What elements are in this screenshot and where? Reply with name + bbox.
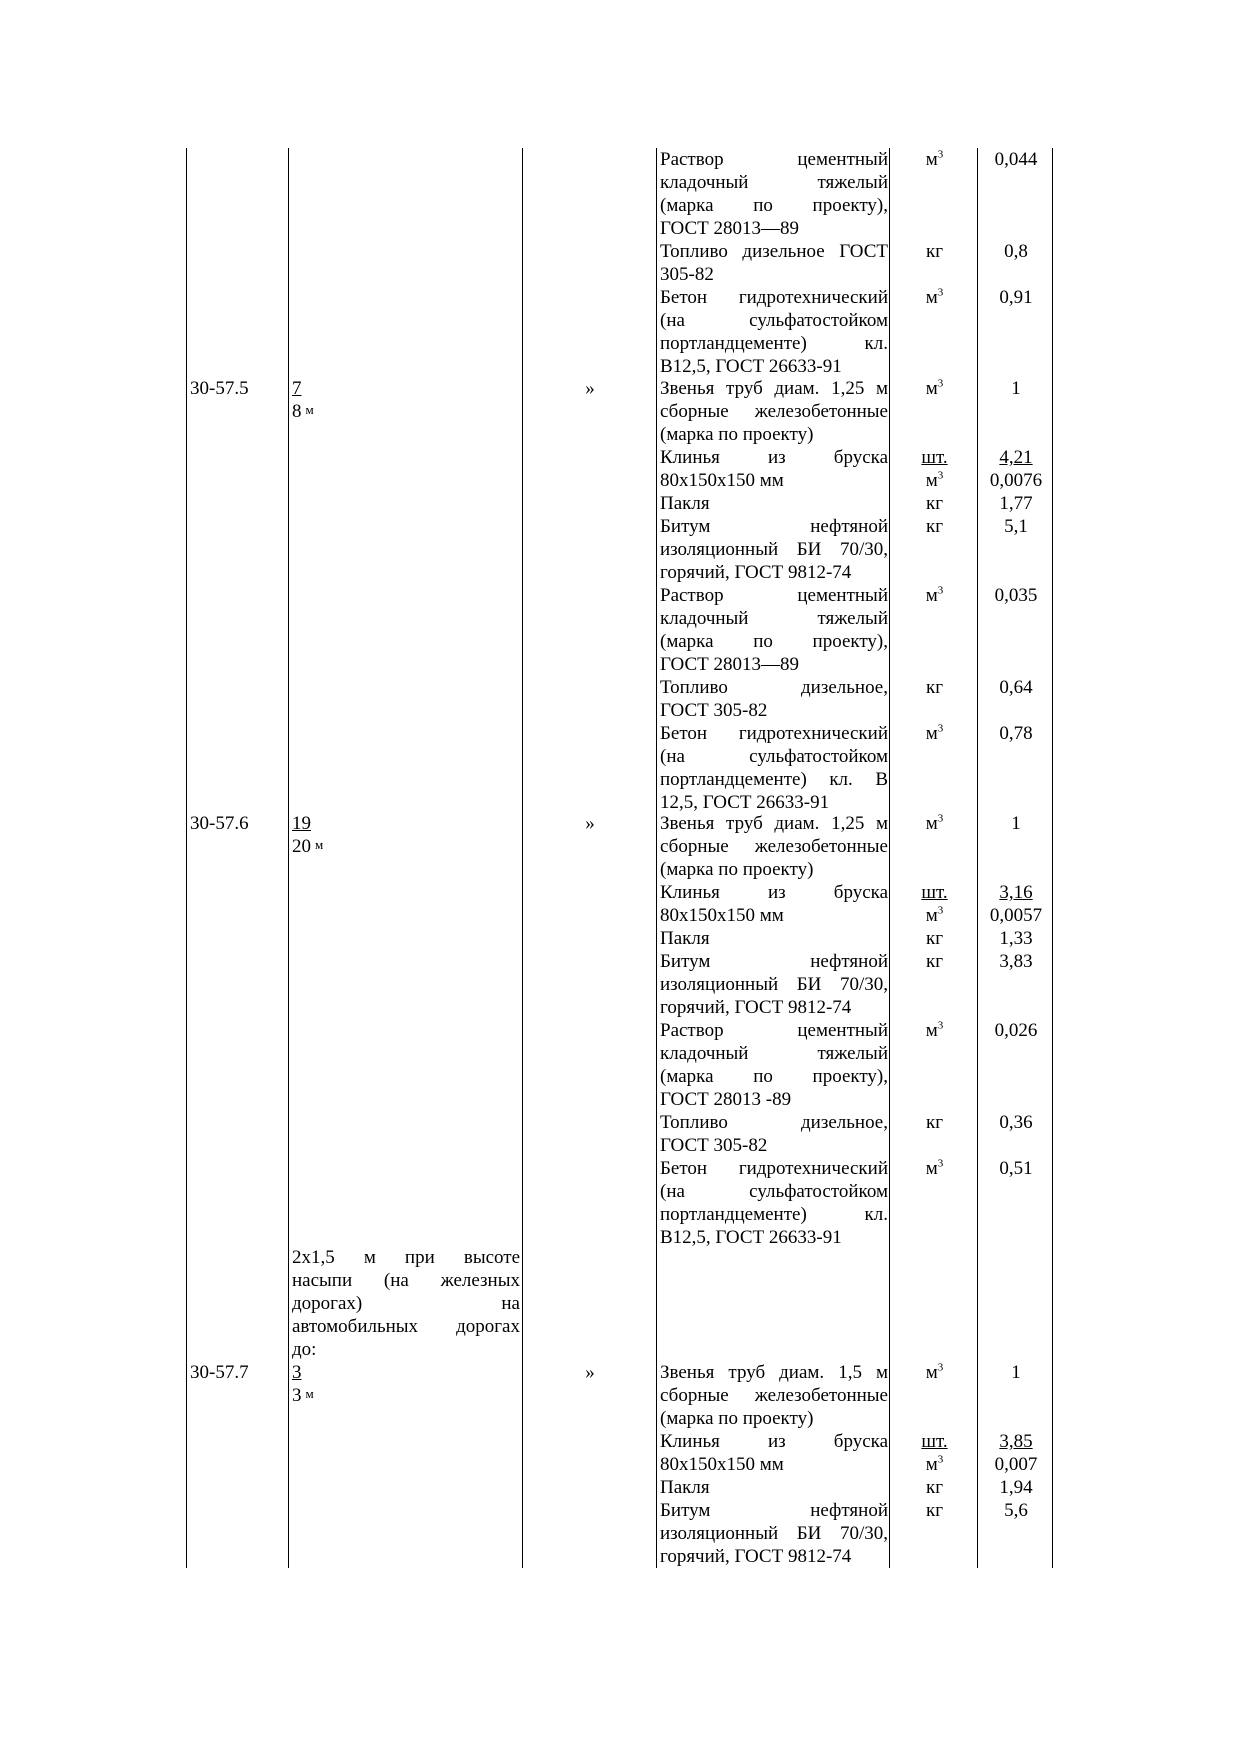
size-30-57-6 <box>292 812 520 858</box>
material-name-line: Топливо дизельное, <box>660 1112 888 1133</box>
material-name-line: изоляционный БИ 70/30, <box>660 539 888 560</box>
material-name <box>660 1111 888 1157</box>
material-name <box>660 446 888 492</box>
quantity-value: 0,91 <box>999 287 1033 308</box>
material-quantity <box>980 722 1052 745</box>
material-name-line: В12,5, ГОСТ 26633-91 <box>660 1227 842 1248</box>
material-unit <box>892 676 977 699</box>
unit-label: $м^3$ <box>925 1157 944 1179</box>
material-quantity <box>980 240 1052 263</box>
size-denominator: 8 <box>292 401 302 422</box>
material-name-line: портландцементе) кл. В <box>660 769 888 790</box>
material-unit <box>892 1111 977 1134</box>
material-name-line: кладочный тяжелый <box>660 172 888 193</box>
material-name-line: изоляционный БИ 70/30, <box>660 1523 888 1544</box>
material-quantity <box>980 1476 1052 1499</box>
material-name-line: кладочный тяжелый <box>660 1043 888 1064</box>
material-unit <box>892 812 977 835</box>
material-name-line: (марка по проекту), <box>660 631 888 652</box>
material-name <box>660 240 888 286</box>
material-name-line: (на сульфатостойком <box>660 1181 888 1202</box>
material-name-line: 80х150х150 мм <box>660 1454 784 1475</box>
quantity-value: 0,36 <box>999 1112 1033 1133</box>
material-name-line: Звенья труб диам. 1,25 м <box>660 813 888 834</box>
unit-label: $м^3$ <box>925 1361 944 1383</box>
material-unit <box>892 1476 977 1499</box>
material-quantity <box>980 1111 1052 1134</box>
material-name <box>660 1499 888 1568</box>
material-name-line: 305-82 <box>660 264 714 285</box>
material-name <box>660 812 888 881</box>
material-name <box>660 927 888 950</box>
material-unit <box>892 1019 977 1042</box>
material-name-line: горячий, ГОСТ 9812-74 <box>660 997 852 1018</box>
material-name-line: Раствор цементный <box>660 585 888 606</box>
unit-label: $м^3$ <box>925 722 944 744</box>
material-name-line: кладочный тяжелый <box>660 608 888 629</box>
material-name-line: Раствор цементный <box>660 149 888 170</box>
quantity-value: 0,035 <box>994 585 1038 606</box>
material-name <box>660 950 888 1019</box>
material-name-line: (марка по проекту), <box>660 1066 888 1087</box>
material-quantity <box>980 286 1052 309</box>
material-name <box>660 1361 888 1430</box>
material-name <box>660 722 888 814</box>
unit-label: кг <box>925 928 944 949</box>
material-name <box>660 881 888 927</box>
material-name-line: ГОСТ 305-82 <box>660 1135 768 1156</box>
material-quantity <box>980 446 1052 492</box>
quantity-value: 5,6 <box>1004 1500 1028 1521</box>
material-quantity <box>980 1361 1052 1384</box>
unit-label: $м^3$ <box>925 904 944 926</box>
size-unit: м <box>305 402 314 417</box>
material-name-line: ГОСТ 28013—89 <box>660 218 799 239</box>
material-unit <box>892 515 977 538</box>
material-unit <box>892 1157 977 1180</box>
material-quantity <box>980 492 1052 515</box>
material-unit <box>892 927 977 950</box>
ditto-mark: » <box>585 1362 595 1383</box>
quantity-value: 0,026 <box>994 1020 1038 1041</box>
code-30-57-5: 30-57.5 <box>190 378 249 399</box>
material-name-line: ГОСТ 28013 -89 <box>660 1089 792 1110</box>
material-name-line: портландцементе) кл. <box>660 1204 888 1225</box>
unit-label: $м^3$ <box>925 148 944 170</box>
section-note <box>292 1246 520 1361</box>
quantity-value: 0,044 <box>994 149 1038 170</box>
material-quantity <box>980 515 1052 538</box>
material-name <box>660 377 888 446</box>
size-30-57-5 <box>292 377 520 423</box>
material-quantity <box>980 584 1052 607</box>
quantity-value: 0,8 <box>1004 241 1028 262</box>
table-divider-1 <box>288 148 289 1568</box>
material-name-line: 80х150х150 мм <box>660 470 784 491</box>
material-unit <box>892 492 977 515</box>
section-note-line: насыпи (на железных <box>292 1270 520 1291</box>
material-name-line: (марка по проекту) <box>660 1408 814 1429</box>
size-unit: м <box>315 837 324 852</box>
quantity-value: 0,0057 <box>989 905 1043 926</box>
material-name-line: Битум нефтяной <box>660 1500 888 1521</box>
table-divider-5 <box>977 148 978 1568</box>
size-numerator: 19 <box>292 813 311 834</box>
material-name-line: Битум нефтяной <box>660 951 888 972</box>
material-name <box>660 286 888 378</box>
size-numerator: 3 <box>292 1362 302 1383</box>
material-name-line: изоляционный БИ 70/30, <box>660 974 888 995</box>
material-quantity <box>980 927 1052 950</box>
material-name <box>660 492 888 515</box>
quantity-top: 3,85 <box>999 1431 1033 1452</box>
material-name-line: горячий, ГОСТ 9812-74 <box>660 1546 852 1567</box>
material-name-line: Топливо дизельное, <box>660 677 888 698</box>
unit-label: $м^3$ <box>925 469 944 491</box>
unit-top: шт. <box>921 447 948 468</box>
material-name-line: 80х150х150 мм <box>660 905 784 926</box>
material-unit <box>892 240 977 263</box>
material-name-line: горячий, ГОСТ 9812-74 <box>660 562 852 583</box>
unit-label: кг <box>925 1477 944 1498</box>
table-divider-3 <box>656 148 657 1568</box>
material-name <box>660 584 888 676</box>
material-unit <box>892 286 977 309</box>
material-name-line: сборные железобетонные <box>660 1385 888 1406</box>
unit-label: кг <box>925 241 944 262</box>
material-name-line: Клинья из бруска <box>660 882 888 903</box>
quantity-value: 0,51 <box>999 1158 1033 1179</box>
unit-label: кг <box>925 493 944 514</box>
unit-label: $м^3$ <box>925 377 944 399</box>
material-quantity <box>980 148 1052 171</box>
unit-top: шт. <box>921 1431 948 1452</box>
material-name-line: сборные железобетонные <box>660 836 888 857</box>
section-note-line: дорогах) на <box>292 1293 520 1314</box>
material-unit <box>892 1430 977 1476</box>
material-unit <box>892 584 977 607</box>
material-name-line: Топливо дизельное ГОСТ <box>660 241 888 262</box>
material-name-line: Клинья из бруска <box>660 1431 888 1452</box>
unit-label: $м^3$ <box>925 1019 944 1041</box>
material-name-line: Бетон гидротехнический <box>660 287 888 308</box>
material-name <box>660 148 888 240</box>
material-name-line: В12,5, ГОСТ 26633-91 <box>660 356 842 377</box>
material-name-line: Звенья труб диам. 1,25 м <box>660 378 888 399</box>
material-quantity <box>980 1430 1052 1476</box>
material-name-line: Раствор цементный <box>660 1020 888 1041</box>
ditto-mark: » <box>585 378 595 399</box>
material-name-line: (марка по проекту) <box>660 859 814 880</box>
quantity-value: 3,83 <box>999 951 1033 972</box>
material-quantity <box>980 377 1052 400</box>
table-divider-2 <box>522 148 523 1568</box>
material-quantity <box>980 950 1052 973</box>
material-name <box>660 1019 888 1111</box>
unit-label: $м^3$ <box>925 584 944 606</box>
material-name-line: Пакля <box>660 1477 710 1498</box>
material-name <box>660 676 888 722</box>
quantity-value: 0,64 <box>999 677 1033 698</box>
material-quantity <box>980 881 1052 927</box>
section-note-line: автомобильных дорогах <box>292 1316 520 1337</box>
quantity-value: 1,94 <box>999 1477 1033 1498</box>
material-name-line: ГОСТ 305-82 <box>660 700 768 721</box>
material-unit <box>892 881 977 927</box>
material-name-line: портландцементе) кл. <box>660 333 888 354</box>
material-quantity <box>980 1019 1052 1042</box>
material-name-line: ГОСТ 28013—89 <box>660 654 799 675</box>
quantity-value: 1 <box>1011 1362 1021 1383</box>
material-name-line: (марка по проекту), <box>660 195 888 216</box>
material-unit <box>892 446 977 492</box>
code-30-57-6: 30-57.6 <box>190 813 249 834</box>
size-denominator: 20 <box>292 836 311 857</box>
material-name-line: Битум нефтяной <box>660 516 888 537</box>
section-note-line: до: <box>292 1339 317 1360</box>
material-name-line: Звенья труб диам. 1,5 м <box>660 1362 888 1383</box>
quantity-top: 3,16 <box>999 882 1033 903</box>
table-border-right <box>1052 148 1053 1568</box>
quantity-value: 0,007 <box>994 1454 1038 1475</box>
quantity-value: 1 <box>1011 378 1021 399</box>
material-quantity <box>980 1157 1052 1180</box>
material-unit <box>892 1361 977 1384</box>
material-quantity <box>980 812 1052 835</box>
quantity-value: 5,1 <box>1004 516 1028 537</box>
material-unit <box>892 148 977 171</box>
quantity-value: 0,0076 <box>989 470 1043 491</box>
size-30-57-7 <box>292 1361 520 1407</box>
unit-label: кг <box>925 1112 944 1133</box>
unit-label: $м^3$ <box>925 286 944 308</box>
quantity-value: 1 <box>1011 813 1021 834</box>
material-name-line: 12,5, ГОСТ 26633-91 <box>660 792 830 813</box>
material-name <box>660 1430 888 1476</box>
material-quantity <box>980 676 1052 699</box>
unit-label: кг <box>925 677 944 698</box>
ditto-mark: » <box>585 813 595 834</box>
unit-label: кг <box>925 1500 944 1521</box>
size-unit: м <box>305 1386 314 1401</box>
quantity-value: 1,33 <box>999 928 1033 949</box>
material-name-line: Пакля <box>660 928 710 949</box>
material-name-line: (на сульфатостойком <box>660 310 888 331</box>
material-name-line: Бетон гидротехнический <box>660 723 888 744</box>
unit-top: шт. <box>921 882 948 903</box>
table-border-left <box>186 148 187 1568</box>
unit-label: $м^3$ <box>925 812 944 834</box>
unit-label: кг <box>925 516 944 537</box>
material-name-line: (на сульфатостойком <box>660 746 888 767</box>
material-name-line: Бетон гидротехнический <box>660 1158 888 1179</box>
material-name-line: Пакля <box>660 493 710 514</box>
table-divider-4 <box>889 148 890 1568</box>
material-unit <box>892 950 977 973</box>
quantity-value: 0,78 <box>999 723 1033 744</box>
material-name <box>660 515 888 584</box>
material-name-line: сборные железобетонные <box>660 401 888 422</box>
quantity-top: 4,21 <box>999 447 1033 468</box>
unit-label: кг <box>925 951 944 972</box>
material-unit <box>892 1499 977 1522</box>
material-name-line: Клинья из бруска <box>660 447 888 468</box>
material-name-line: (марка по проекту) <box>660 424 814 445</box>
material-quantity <box>980 1499 1052 1522</box>
size-denominator: 3 <box>292 1385 302 1406</box>
material-name <box>660 1157 888 1249</box>
code-30-57-7: 30-57.7 <box>190 1362 249 1383</box>
section-note-line: 2х1,5 м при высоте <box>292 1247 520 1268</box>
size-numerator: 7 <box>292 378 302 399</box>
material-unit <box>892 722 977 745</box>
unit-label: $м^3$ <box>925 1453 944 1475</box>
material-name <box>660 1476 888 1499</box>
material-unit <box>892 377 977 400</box>
quantity-value: 1,77 <box>999 493 1033 514</box>
